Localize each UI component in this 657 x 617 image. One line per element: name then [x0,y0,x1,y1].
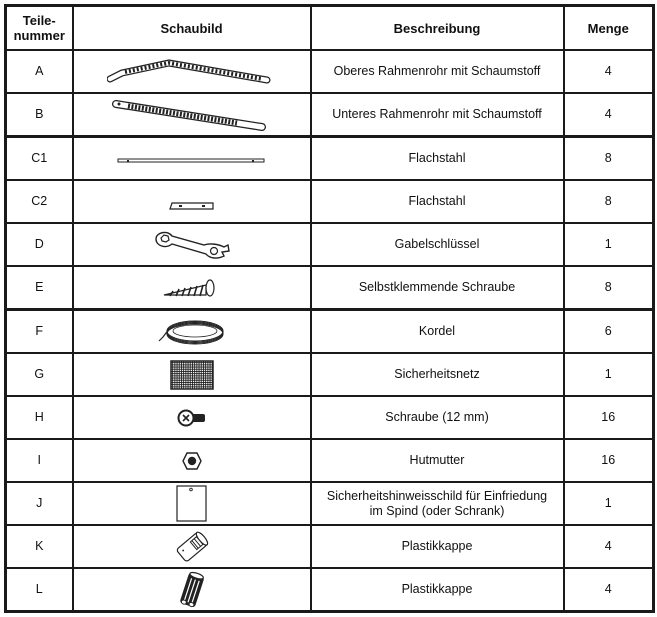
part-id: C1 [6,137,73,181]
table-row [6,93,654,137]
header-row [6,6,654,51]
part-image [73,266,311,310]
part-id: G [6,353,73,396]
self-tapping-screw-icon [162,277,222,299]
part-description: Flachstahl [311,137,564,181]
table-row [6,310,654,354]
table-row [6,482,654,525]
cord-coil-icon [157,317,227,347]
part-quantity: 1 [564,223,654,266]
part-id: B [6,93,73,137]
part-image [73,310,311,354]
part-description-line2: im Spind (oder Schrank) [369,503,505,518]
part-id: E [6,266,73,310]
table-row [6,180,654,223]
part-quantity: 4 [564,93,654,137]
part-description: Oberes Rahmenrohr mit Schaumstoff [311,50,564,93]
safety-net-icon [170,360,214,390]
part-id: J [6,482,73,525]
plastic-cap-dark-icon [178,571,206,609]
part-quantity: 1 [564,353,654,396]
part-description [311,482,564,525]
part-quantity: 4 [564,50,654,93]
part-image [73,180,311,223]
long-flat-steel-icon [117,156,267,166]
part-description: Hutmutter [311,439,564,482]
table-row [6,223,654,266]
part-image [73,353,311,396]
header-part-number [6,6,73,51]
part-quantity: 8 [564,137,654,181]
table-row [6,353,654,396]
table-row [6,525,654,568]
table-row [6,137,654,181]
part-quantity: 4 [564,568,654,612]
table-row [6,396,654,439]
header-image: Schaubild [73,6,311,51]
parts-list-table [4,4,655,613]
part-image [73,439,311,482]
part-image [73,93,311,137]
part-image [73,50,311,93]
plastic-cap-icon [172,529,212,565]
part-id: H [6,396,73,439]
part-id: K [6,525,73,568]
part-id: I [6,439,73,482]
header-part-number-line1: Teile- [22,13,56,28]
part-image [73,137,311,181]
header-description: Beschreibung [311,6,564,51]
part-description: Flachstahl [311,180,564,223]
part-image [73,396,311,439]
warning-sign-icon [176,485,208,523]
cap-nut-icon [182,452,202,470]
table-row [6,266,654,310]
part-description: Schraube (12 mm) [311,396,564,439]
part-quantity: 8 [564,180,654,223]
part-quantity: 8 [564,266,654,310]
part-description: Plastikkappe [311,525,564,568]
part-id: C2 [6,180,73,223]
part-image [73,568,311,612]
screw-icon [177,409,207,427]
wrench-icon [152,229,232,261]
part-quantity: 16 [564,396,654,439]
lower-frame-tube-icon [112,98,272,132]
part-quantity: 6 [564,310,654,354]
part-id: F [6,310,73,354]
part-description: Kordel [311,310,564,354]
part-description: Gabelschlüssel [311,223,564,266]
upper-frame-tube-icon [107,59,277,85]
part-quantity: 1 [564,482,654,525]
part-id: A [6,50,73,93]
short-flat-steel-icon [169,200,215,212]
part-id: D [6,223,73,266]
part-description-line1: Sicherheitshinweisschild für Einfriedung [326,488,548,503]
table-row [6,50,654,93]
header-quantity: Menge [564,6,654,51]
part-description: Selbstklemmende Schraube [311,266,564,310]
part-image [73,482,311,525]
header-part-number-line2: nummer [13,28,65,43]
part-description: Plastikkappe [311,568,564,612]
part-quantity: 16 [564,439,654,482]
part-id: L [6,568,73,612]
part-quantity: 4 [564,525,654,568]
part-description: Unteres Rahmenrohr mit Schaumstoff [311,93,564,137]
table-row [6,568,654,612]
part-image [73,525,311,568]
table-row [6,439,654,482]
part-description: Sicherheitsnetz [311,353,564,396]
part-image [73,223,311,266]
